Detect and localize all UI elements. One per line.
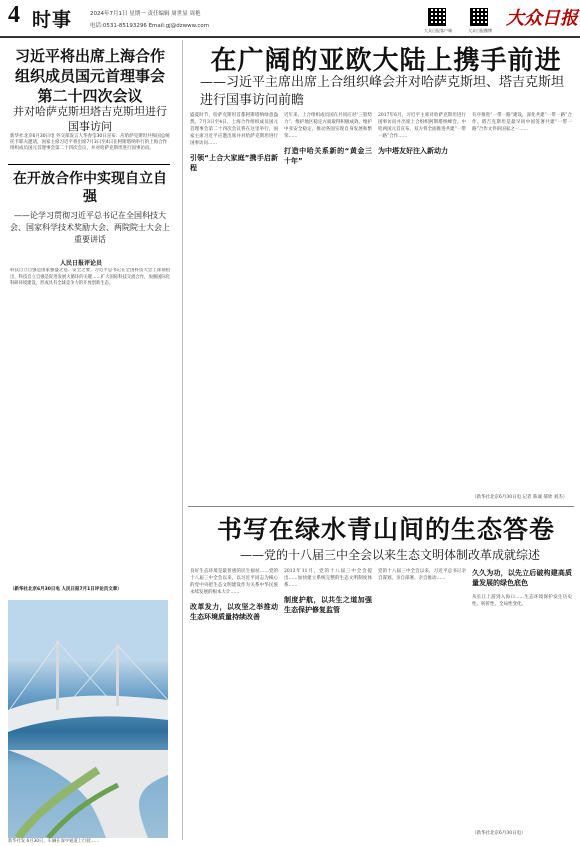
main-column-4 <box>472 112 572 492</box>
main-column-1 <box>190 112 278 502</box>
contact-line: 电话:0531-85193296 Email:gj@dzwww.com <box>90 23 210 29</box>
second-headline[interactable]: 书写在绿水青山间的生态答卷 <box>216 515 555 544</box>
column-divider <box>182 40 183 840</box>
column-text: 近年来，上合组织成员国在共同应对“三股势力”、维护地区稳定方面取得积极成效。维护中亚安全稳定，推动各国实现自身发展和繁荣…… <box>284 113 372 139</box>
section-title: 时事 <box>32 9 73 31</box>
second-column-1 <box>190 568 278 838</box>
commentary-subtitle: ——论学习贯彻习近平总书记在全国科技大会、国家科学技术奖励大会、两院院士大会上重要讲话 <box>10 211 170 244</box>
section-head: 为中塔友好注入新动力 <box>378 147 448 155</box>
column-text: 盛夏时节，哈萨克斯坦首都阿斯塔纳绿意盎然。7月3日至4日，上海合作组织成员国元首理事会第二十四次会议将在这里举行，国家主席习近平应邀出席并对哈萨克斯坦进行国事访问…… <box>190 113 278 146</box>
commentary-body: 科技自立自强是国家强盛之基、安全之要。习近平总书记在全国科技大会上深刻指出，科技自立自强是促进发展大循环的关键……扩大国际科技交流合作，加强国际化科研环境建设，形成具有全球竞争力的开放创新生态。 <box>10 268 170 586</box>
section-head: 打造中哈关系新的“黄金三十年” <box>284 147 372 165</box>
bridge-photo[interactable] <box>8 600 168 838</box>
second-column-4 <box>472 568 572 828</box>
second-column-3 <box>378 568 466 838</box>
left-story-subtitle: 并对哈萨克斯坦塔吉克斯坦进行国事访问 <box>13 105 167 133</box>
section-head: 引领“上合大家庭”携手启新程 <box>190 154 278 172</box>
photo-caption: 新华社发 6月30日，车辆在深中通道上行驶…… <box>8 839 100 844</box>
commentary-byline: 人民日报评论员 <box>60 260 103 267</box>
date-editor-line: 2024年7月1日 星期一 责任编辑 周世显 周艳 <box>90 11 201 17</box>
second-story-source: （新华社北京6月30日电） <box>472 831 526 836</box>
main-story-source: （新华社北京6月30日电 记者 陈诚 郝欣 刘杰） <box>472 495 568 500</box>
page-number: 4 <box>8 2 20 28</box>
column-text: 2017年6月，习近平主席对哈萨克斯坦进行国事访问并出席上合组织阿斯塔纳峰会。中哈两国元首宣布，双方将全面推进共建“一带一路”合作…… <box>378 113 466 139</box>
qr-code-icon[interactable] <box>428 8 446 26</box>
main-column-2 <box>284 112 372 502</box>
main-headline[interactable]: 在广阔的亚欧大陆上携手前进 <box>210 46 562 76</box>
column-text: 从长江上游到入海口……生态环境保护发生历史性、转折性、全局性变化。 <box>472 595 572 607</box>
qr-code-icon[interactable] <box>470 8 488 26</box>
second-column-2 <box>284 568 372 838</box>
section-head: 制度护航，以共生之道加强生态保护修复监管 <box>284 596 372 614</box>
brand-logo: 大众日报 <box>506 8 578 29</box>
divider <box>188 506 574 507</box>
qr-caption: 大众日报客户端 <box>424 28 452 33</box>
second-subheadline: ——党的十八届三中全会以来生态文明体制改革成就综述 <box>239 548 540 562</box>
column-text: 有序推进“一带一路”建设，深化共建“一带一路”合作。塔吉克斯坦是最早同中国签署共建“一带一路”合作文件的国家之一…… <box>472 113 572 132</box>
commentary-source: （新华社北京6月30日电 人民日报7月1日评论员文章） <box>10 587 122 592</box>
column-text: 党的十八届三中全会以来，习近平总书记亲自谋划、亲自部署、亲自推动…… <box>378 569 466 581</box>
column-text: 2013年11月，党的十八届三中全会提出……加快建立系统完整的生态文明制度体系…… <box>284 569 372 588</box>
left-story-title[interactable]: 习近平将出席上海合作组织成员国元首理事会第二十四次会议 <box>14 47 165 105</box>
qr-caption: 大众日报微博 <box>468 28 492 33</box>
bridge-illustration <box>8 600 168 838</box>
commentary-title[interactable]: 在开放合作中实现自立自强 <box>13 171 167 205</box>
main-column-3 <box>378 112 466 502</box>
divider <box>8 164 170 165</box>
section-head: 久久为功，以先立后破构建高质量发展的绿色底色 <box>472 569 572 587</box>
section-head: 改革发力，以攻坚之举推动生态环境质量持续改善 <box>190 603 278 621</box>
left-story-dek: 新华社北京6月30日电 外交部发言人华春莹30日宣布：应哈萨克斯坦共和国总统托卡耶夫邀请，国家主席习近平将出席7月3日至4日在阿斯塔纳举行的上海合作组织成员国元首理事会第二十四次会议，并对哈萨克斯坦进行国事访问。 <box>10 134 170 151</box>
main-subheadline: ——习近平主席出席上合组织峰会并对哈萨克斯坦、塔吉克斯坦进行国事访问前瞻 <box>200 75 565 108</box>
masthead <box>0 0 580 38</box>
column-text: 良好生态环境是最普惠的民生福祉……党的十八届三中全会以来，以习近平同志为核心的党中央把生态文明建设作为关系中华民族永续发展的根本大计…… <box>190 569 278 595</box>
